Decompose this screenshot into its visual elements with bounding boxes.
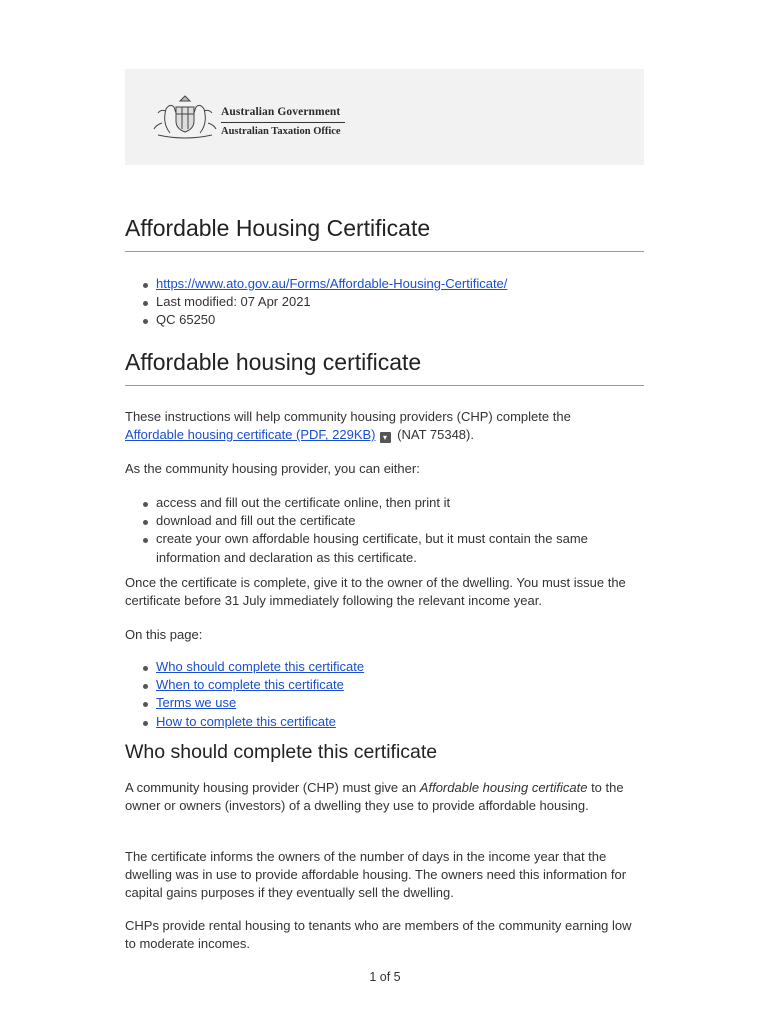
page-number: 1 of 5: [369, 970, 401, 984]
who-paragraph-1: [125, 779, 644, 815]
toc-link-who[interactable]: Who should complete this certificate: [156, 659, 365, 674]
who-p1-before: A community housing provider (CHP) must give an: [125, 780, 420, 795]
intro-paragraph: [125, 408, 644, 444]
list-item[interactable]: [143, 658, 643, 676]
on-this-page-label: On this page:: [125, 627, 203, 642]
toc-link-when[interactable]: When to complete this certificate: [156, 677, 344, 693]
gov-line1: Australian Government: [221, 106, 345, 123]
page-title: Affordable Housing Certificate: [125, 213, 644, 252]
toc-link-terms[interactable]: Terms we use: [156, 695, 237, 711]
coat-of-arms-logo: [152, 93, 218, 141]
list-item[interactable]: [143, 676, 643, 694]
either-paragraph: As the community housing provider, you can either:: [125, 461, 420, 476]
list-item[interactable]: [143, 275, 643, 293]
once-paragraph: Once the certificate is complete, give it to the owner of the dwelling. You must issue the certificate before 31 July immediately following the relevant income year.: [125, 575, 626, 609]
options-list: [143, 494, 643, 567]
ato-header-band: [125, 69, 644, 165]
list-item: QC 65250: [143, 311, 643, 329]
meta-list: [143, 275, 643, 330]
who-p1-after: to the owner or owners (investors) of a dwelling they use to provide affordable housing.: [125, 780, 624, 814]
who-paragraph-2: The certificate informs the owners of the number of days in the income year that the dwelling was in use to provide affordable housing. The owners need this information for capital gains purposes if they eventually sell the dwelling.: [125, 849, 627, 901]
list-item: create your own affordable housing certificate, but it must contain the same information and declaration as this certificate.: [143, 530, 626, 566]
who-paragraph-3: CHPs provide rental housing to tenants who are members of the community earning low to moderate incomes.: [125, 918, 632, 952]
toc-link-how[interactable]: How to complete this certificate: [156, 713, 336, 729]
gov-line2: Australian Taxation Office: [221, 126, 341, 137]
page-url-link[interactable]: https://www.ato.gov.au/Forms/Affordable-Housing-Certificate/: [156, 276, 508, 291]
intro-text-before: These instructions will help community housing providers (CHP) complete the: [125, 409, 571, 424]
certificate-pdf-link[interactable]: Affordable housing certificate (PDF, 229KB): [125, 427, 376, 443]
who-p1-italic: Affordable housing certificate: [419, 780, 588, 795]
list-item: download and fill out the certificate: [143, 512, 643, 530]
download-icon[interactable]: ▾: [380, 432, 391, 443]
list-item[interactable]: [143, 713, 643, 731]
toc-list: [143, 658, 643, 731]
list-item: access and fill out the certificate online, then print it: [143, 494, 643, 512]
list-item: Last modified: 07 Apr 2021: [143, 293, 643, 311]
section-title: Affordable housing certificate: [125, 347, 644, 386]
list-item[interactable]: [143, 694, 643, 712]
ato-wordmark: [221, 106, 345, 139]
who-heading: Who should complete this certificate: [125, 741, 438, 763]
intro-text-after: (NAT 75348).: [397, 427, 474, 443]
